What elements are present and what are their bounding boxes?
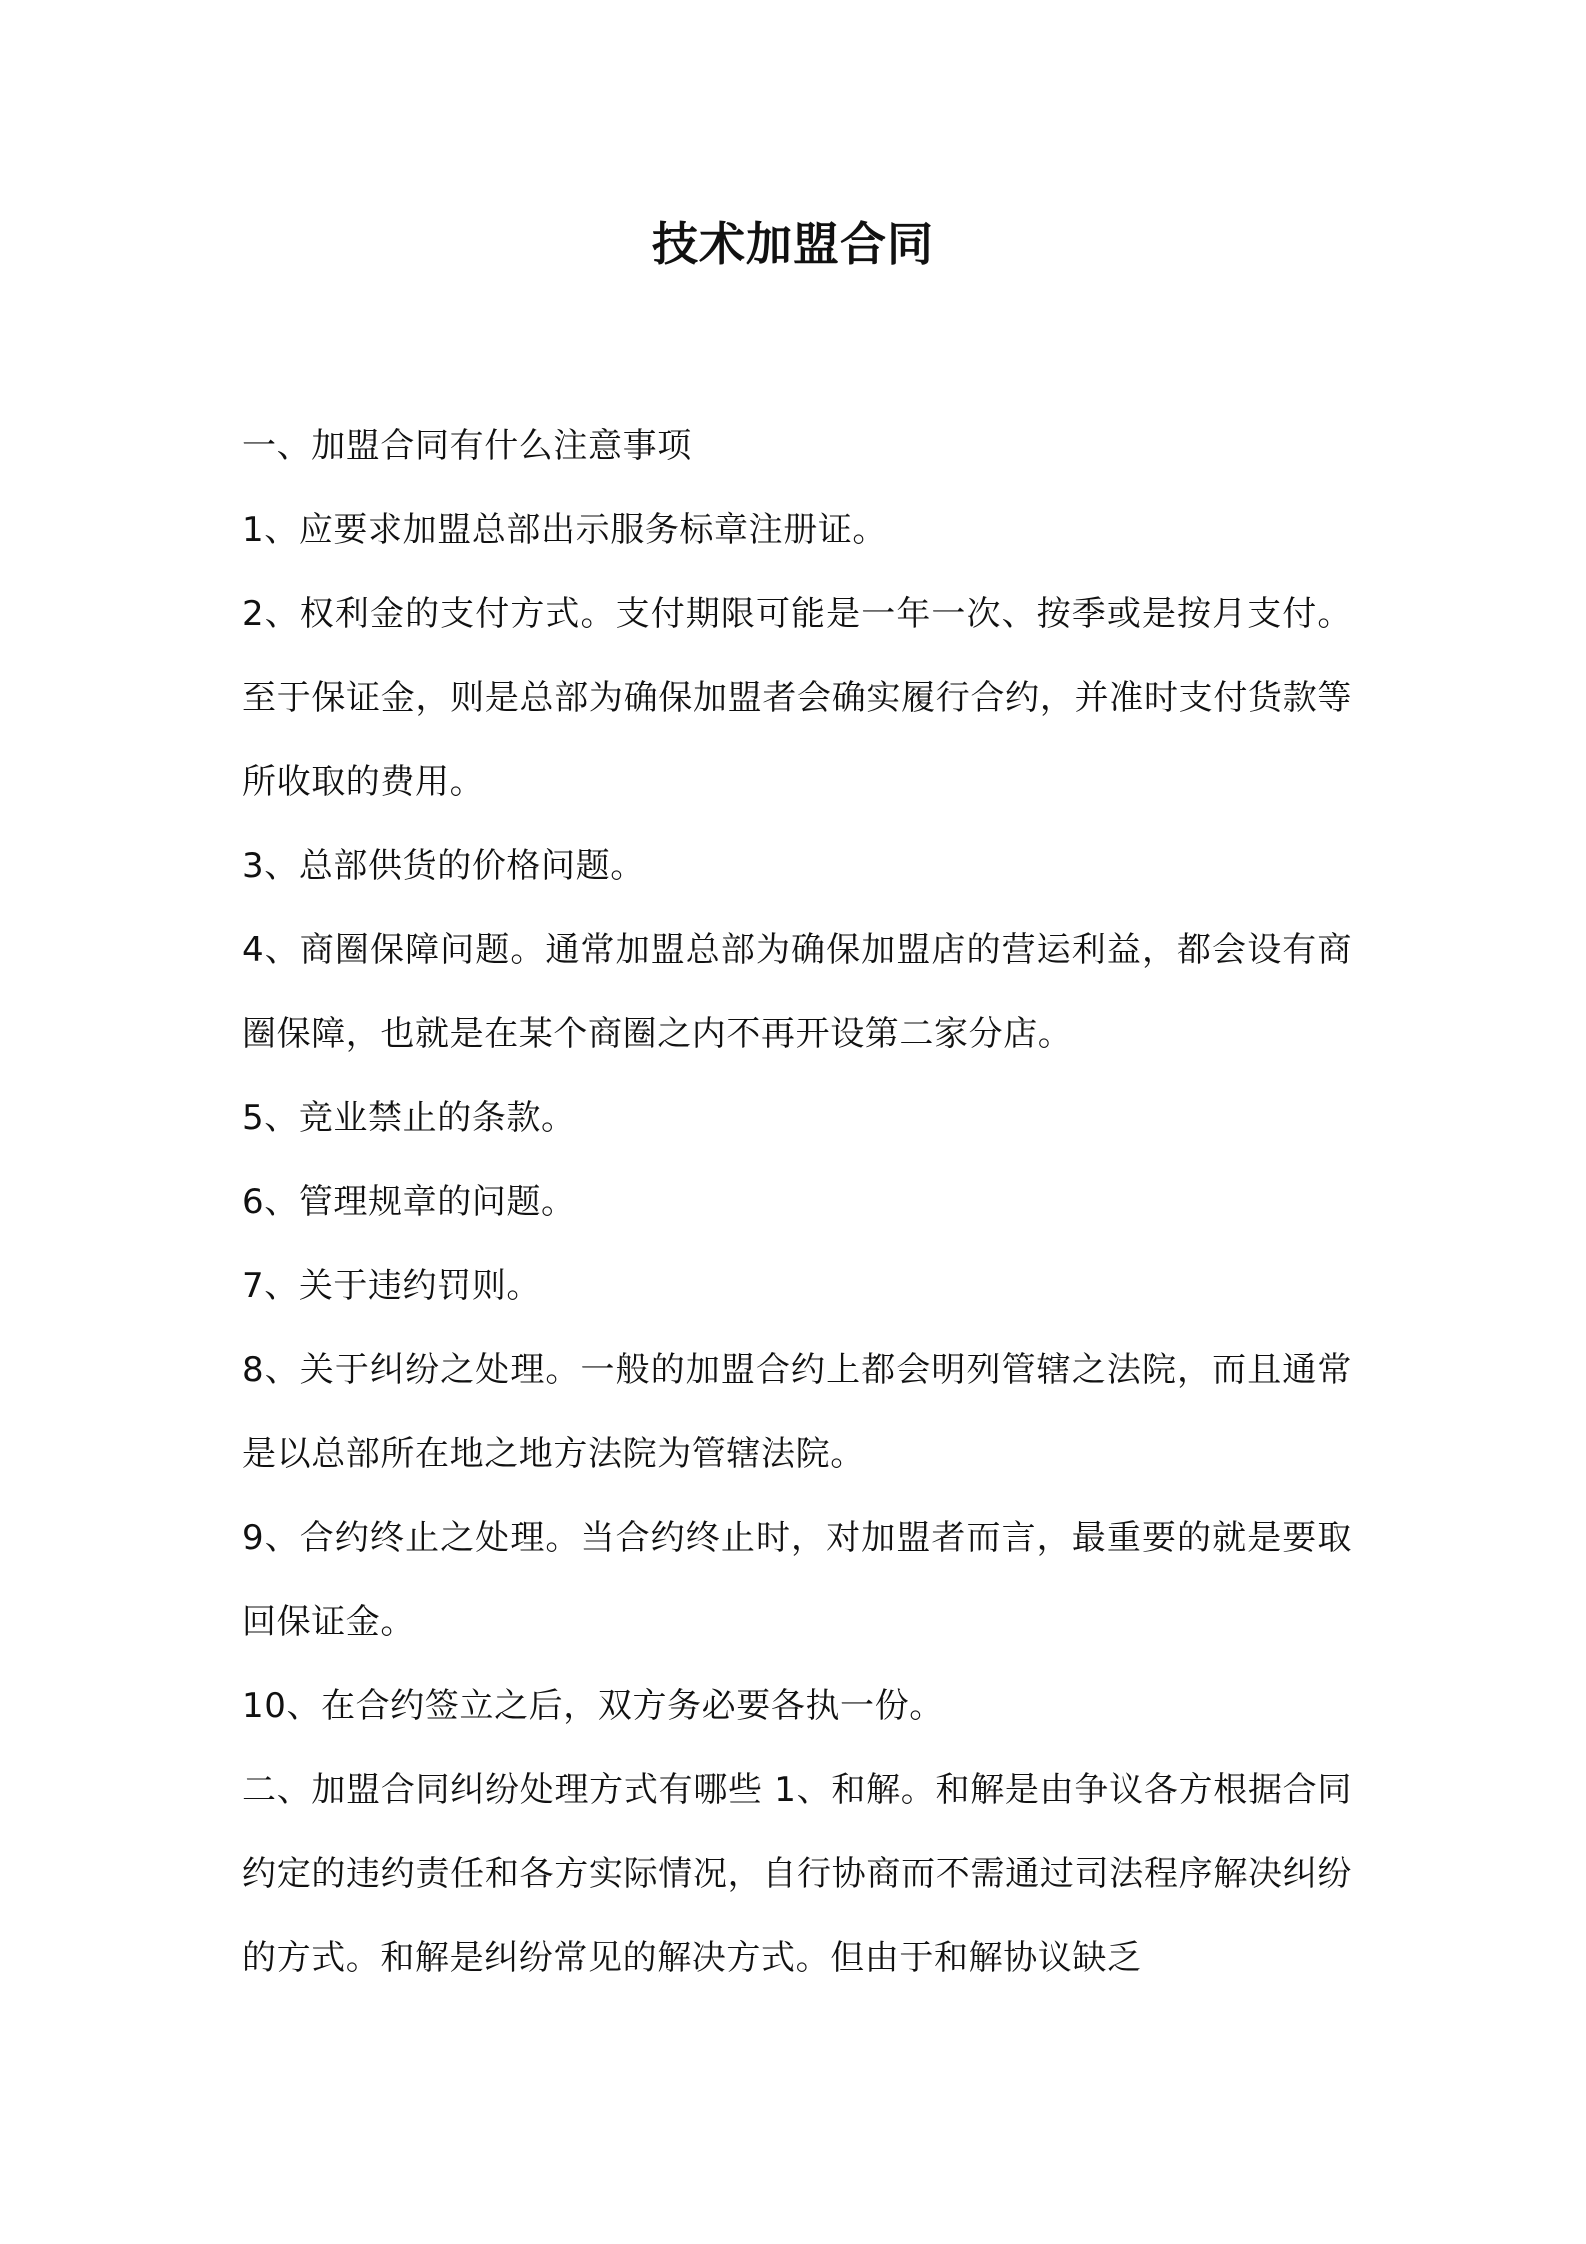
list-item-4: 4、商圈保障问题。通常加盟总部为确保加盟店的营运利益，都会设有商圈保障，也就是在某个商圈之内不再开设第二家分店。 — [242, 930, 1352, 1054]
list-item-6: 6、管理规章的问题。 — [242, 1182, 576, 1222]
section-heading-1: 一、加盟合同有什么注意事项 — [242, 426, 692, 466]
list-item-7: 7、关于违约罚则。 — [242, 1266, 542, 1306]
section-heading-2: 二、加盟合同纠纷处理方式有哪些 1、和解。和解是由争议各方根据合同约定的违约责任和各方实际情况，自行协商而不需通过司法程序解决纠纷的方式。和解是纠纷常见的解决方式。但由于和解协议缺乏 — [242, 1770, 1352, 1978]
list-item-8: 8、关于纠纷之处理。一般的加盟合约上都会明列管辖之法院，而且通常是以总部所在地之地方法院为管辖法院。 — [242, 1350, 1352, 1474]
list-item-9: 9、合约终止之处理。当合约终止时，对加盟者而言，最重要的就是要取回保证金。 — [242, 1518, 1352, 1642]
document-body — [242, 404, 1352, 2000]
list-item-10: 10、在合约签立之后，双方务必要各执一份。 — [242, 1686, 944, 1726]
list-item-2: 2、权利金的支付方式。支付期限可能是一年一次、按季或是按月支付。至于保证金，则是总部为确保加盟者会确实履行合约，并准时支付货款等所收取的费用。 — [242, 594, 1352, 802]
document-title: 技术加盟合同 — [652, 217, 934, 271]
list-item-1: 1、应要求加盟总部出示服务标章注册证。 — [242, 510, 888, 550]
list-item-5: 5、竞业禁止的条款。 — [242, 1098, 576, 1138]
list-item-3: 3、总部供货的价格问题。 — [242, 846, 645, 886]
